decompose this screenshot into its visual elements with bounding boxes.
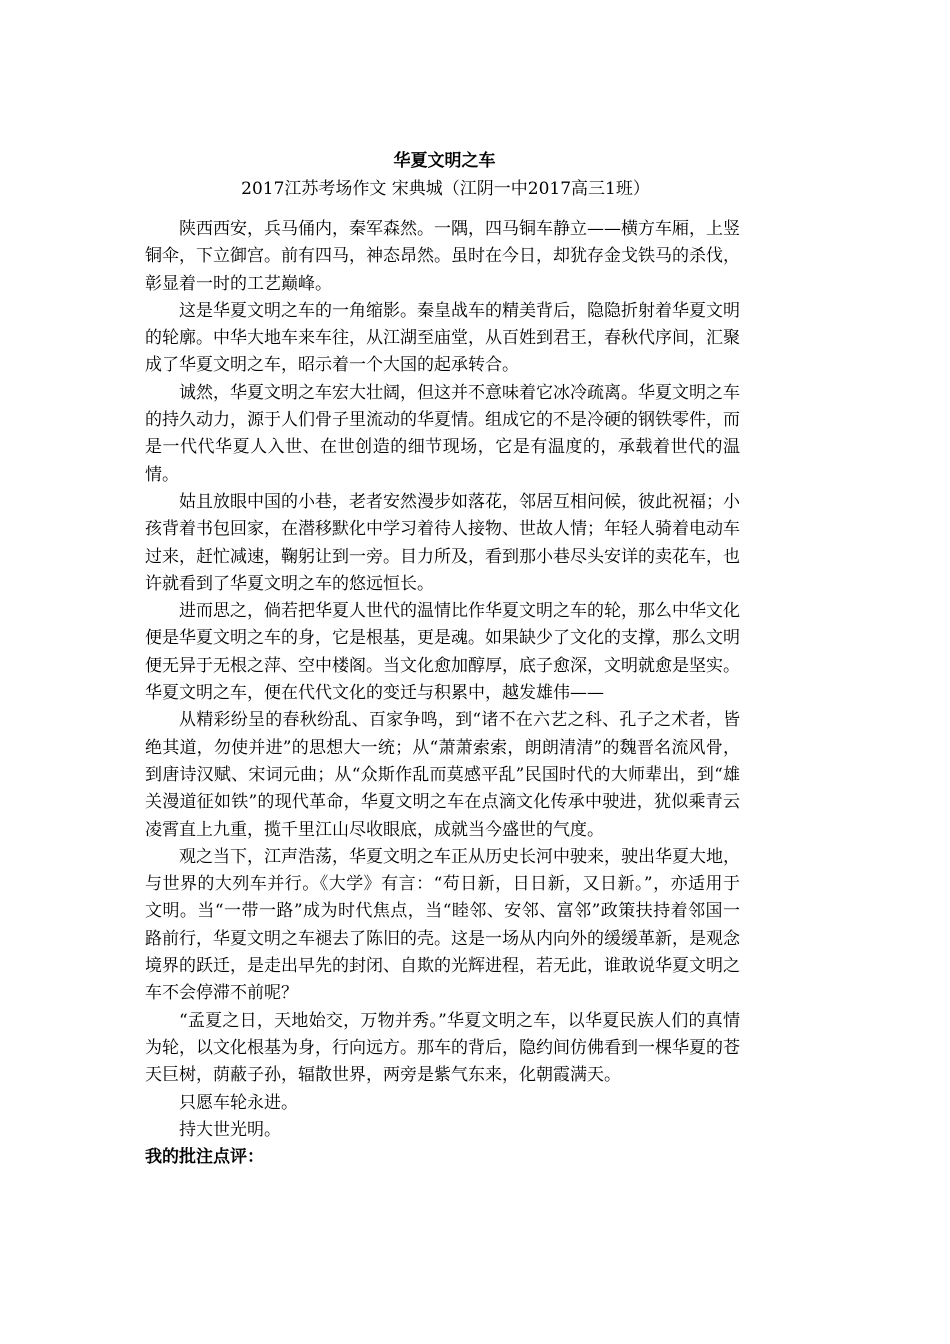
document-page xyxy=(145,146,740,1171)
paragraph-7: 观之当下，江声浩荡，华夏文明之车正从历史长河中驶来，驶出华夏大地，与世界的大列车并行。《大学》有言：“苟日新，日日新，又日新。”，亦适用于文明。当“一带一路”成为时代焦点，当“睦邻、安邻、富邻”政策扶持着邻国一路前行，华夏文明之车褪去了陈旧的壳。这是一场从内向外的缓缓革新，是观念境界的跃迁，是走出早先的封闭、自欺的光辉进程，若无此，谁敢说华夏文明之车不会停滞不前呢？ xyxy=(145,846,740,1004)
paragraph-9: 只愿车轮永进。 xyxy=(179,1092,298,1113)
paragraph-8: “孟夏之日，天地始交，万物并秀。”华夏文明之车，以华夏民族人们的真情为轮，以文化根基为身，行向远方。那车的背后，隐约间仿佛看到一棵华夏的苍天巨树，荫蔽子孙，辐散世界，两旁是紫气东来，化朝霞满天。 xyxy=(145,1010,740,1086)
paragraph-1: 陕西西安，兵马俑内，秦军森然。一隅，四马铜车静立——横方车厢，上竖铜伞，下立御宫。前有四马，神态昂然。虽时在今日，却犹存金戈铁马的杀伐，彰显着一时的工艺巅峰。 xyxy=(145,219,740,294)
document-subtitle: 2017江苏考场作文 宋典城（江阴一中2017高三1班） xyxy=(241,179,650,199)
review-label: 我的批注点评： xyxy=(145,1147,264,1168)
document-title: 华夏文明之车 xyxy=(393,151,496,171)
paragraph-4: 姑且放眼中国的小巷，老者安然漫步如落花，邻居互相问候，彼此祝福；小孩背着书包回家，在潜移默化中学习着待人接物、世故人情；年轻人骑着电动车过来，赶忙减速，鞠躬让到一旁。目力所及，看到那小巷尽头安详的卖花车，也许就看到了华夏文明之车的悠远恒长。 xyxy=(145,491,740,594)
paragraph-3: 诚然，华夏文明之车宏大壮阔，但这并不意味着它冰冷疏离。华夏文明之车的持久动力，源于人们骨子里流动的华夏情。组成它的不是冷硬的钢铁零件，而是一代代华夏人入世、在世创造的细节现场，它是有温度的，承载着世代的温情。 xyxy=(145,382,740,485)
paragraph-10: 持大世光明。 xyxy=(179,1119,281,1140)
paragraph-5: 进而思之，倘若把华夏人世代的温情比作华夏文明之车的轮，那么中华文化便是华夏文明之车的身，它是根基，更是魂。如果缺少了文化的支撑，那么文明便无异于无根之萍、空中楼阁。当文化愈加醇厚，底子愈深，文明就愈是坚实。华夏文明之车，便在代代文化的变迁与积累中，越发雄伟—— xyxy=(145,601,740,704)
paragraph-6: 从精彩纷呈的春秋纷乱、百家争鸣，到“诸不在六艺之科、孔子之术者，皆绝其道，勿使并进”的思想大一统；从“萧萧索索，朗朗清清”的魏晋名流风骨，到唐诗汉赋、宋词元曲；从“众斯作乱而莫感平乱”民国时代的大师辈出，到“雄关漫道征如铁”的现代革命，华夏文明之车在点滴文化传承中驶进，犹似乘青云凌霄直上九重，揽千里江山尽收眼底，成就当今盛世的气度。 xyxy=(145,710,740,840)
paragraph-2: 这是华夏文明之车的一角缩影。秦皇战车的精美背后，隐隐折射着华夏文明的轮廓。中华大地车来车往，从江湖至庙堂，从百姓到君王，春秋代序间，汇聚成了华夏文明之车，昭示着一个大国的起承转合。 xyxy=(145,300,740,376)
